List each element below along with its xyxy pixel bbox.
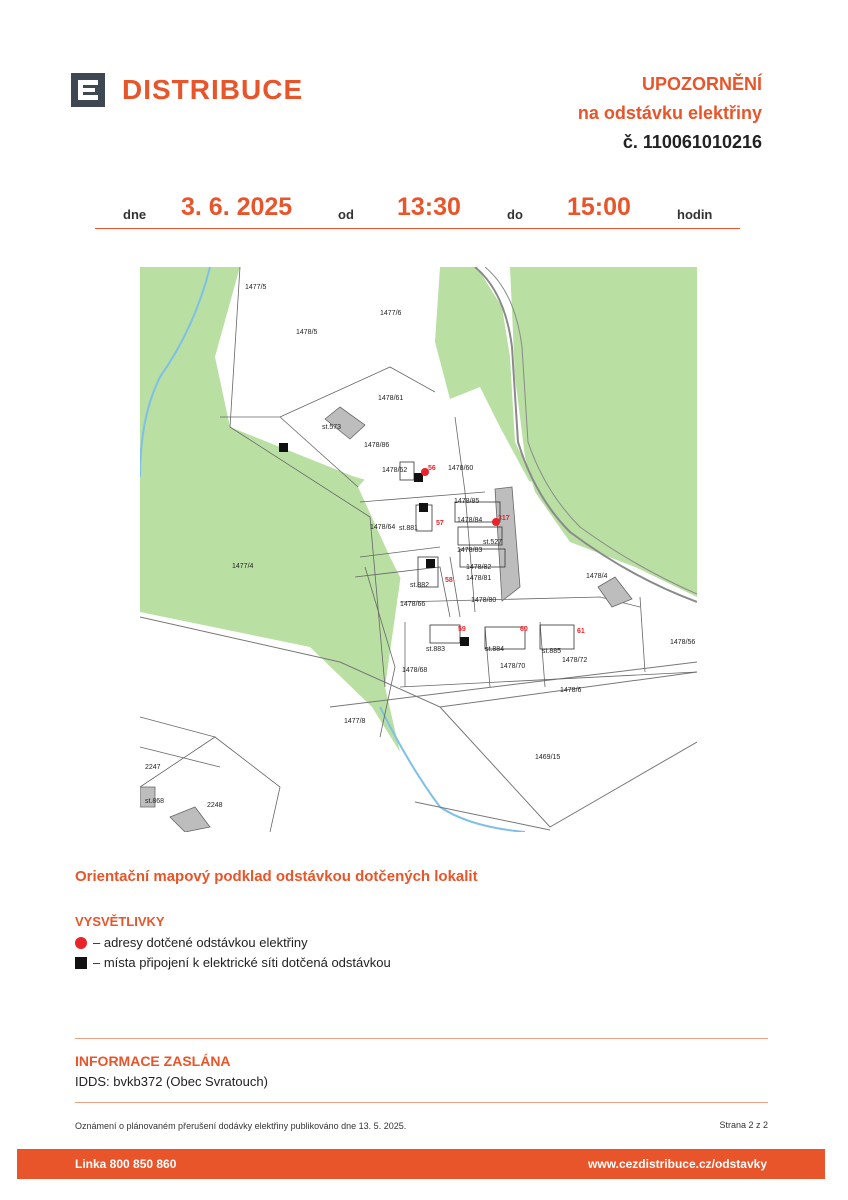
connection-point-square	[426, 559, 435, 568]
hotline: Linka 800 850 860	[75, 1157, 177, 1171]
parcel-label: 1478/70	[500, 663, 526, 670]
parcel-label: st.868	[145, 798, 165, 805]
notice-number: č. 110061010216	[622, 132, 762, 152]
parcel-label: 1478/68	[402, 667, 428, 674]
parcel-label: st.573	[322, 424, 342, 431]
legend-text: – adresy dotčené odstávkou elektřiny	[93, 935, 308, 950]
legend-title: VYSVĚTLIVKY	[75, 914, 165, 929]
parcel-label: 1478/64	[370, 524, 396, 531]
outage-map	[140, 267, 697, 832]
parcel-label: 1478/84	[457, 517, 483, 524]
address-number: 317	[498, 515, 510, 522]
notice-title	[578, 70, 762, 157]
cez-logo-icon	[71, 73, 105, 107]
parcel-label: 1478/86	[364, 442, 390, 449]
parcel-label: 1478/62	[382, 467, 408, 474]
divider	[75, 1102, 768, 1103]
notice-heading: UPOZORNĚNÍ	[641, 74, 762, 94]
parcel-label: 1478/72	[562, 657, 588, 664]
parcel-label: 1478/60	[448, 465, 474, 472]
red-dot-icon	[75, 937, 87, 949]
black-square-icon	[75, 957, 87, 969]
map-caption: Orientační mapový podklad odstávkou dotčených lokalit	[75, 868, 478, 885]
parcel-label: 1478/82	[466, 564, 492, 571]
parcel-label: 1477/8	[344, 718, 366, 725]
connection-point-square	[279, 443, 288, 452]
legend-item-connections	[75, 955, 391, 970]
parcel-label: 1478/66	[400, 601, 426, 608]
parcel-label: 1478/80	[471, 597, 497, 604]
parcel-label: 1469/15	[535, 754, 561, 761]
address-number: 59	[458, 626, 466, 633]
to-label: do	[507, 207, 523, 222]
parcel-label: st.881	[399, 525, 419, 532]
address-number: 60	[520, 626, 528, 633]
brand-name: DISTRIBUCE	[122, 74, 304, 105]
parcel-label: 1477/6	[380, 310, 402, 317]
parcel-label: 1478/56	[670, 639, 696, 646]
website-link[interactable]: www.cezdistribuce.cz/odstavky	[588, 1157, 767, 1171]
footer-bar	[17, 1149, 825, 1179]
parcel-label: 1478/85	[454, 498, 480, 505]
parcel-label: 1478/5	[296, 329, 318, 336]
publication-note: Oznámení o plánovaném přerušení dodávky elektřiny publikováno dne 13. 5. 2025.	[75, 1121, 407, 1131]
divider	[75, 1038, 768, 1039]
connection-point-square	[414, 473, 423, 482]
parcel-label: 1478/6	[560, 687, 582, 694]
parcel-label: st.527	[483, 539, 503, 546]
parcel-label: st.883	[426, 646, 446, 653]
parcel-label: st.884	[485, 646, 505, 653]
connection-point-square	[419, 503, 428, 512]
info-text: IDDS: bvkb372 (Obec Svratouch)	[75, 1074, 268, 1089]
legend-item-addresses	[75, 935, 308, 950]
notice-subheading: na odstávku elektřiny	[577, 103, 762, 123]
parcel-label: st.885	[542, 648, 562, 655]
connection-point-square	[460, 637, 469, 646]
time-to: 15:00	[567, 193, 631, 221]
page-number: Strana 2 z 2	[719, 1120, 768, 1130]
legend-text: – místa připojení k elektrické síti dotčená odstávkou	[93, 955, 391, 970]
address-number: 56	[428, 465, 436, 472]
outage-date-row	[95, 192, 740, 229]
parcel-label: 1477/4	[232, 563, 254, 570]
parcel-label: 2248	[207, 802, 223, 809]
address-number: 61	[577, 628, 585, 635]
address-number: 57	[436, 520, 444, 527]
parcel-label: 1478/4	[586, 573, 608, 580]
parcel-label: 1478/83	[457, 547, 483, 554]
info-title: INFORMACE ZASLÁNA	[75, 1053, 231, 1069]
outage-date: 3. 6. 2025	[181, 193, 293, 221]
parcel-label: st.882	[410, 582, 430, 589]
parcel-label: 1478/81	[466, 575, 492, 582]
parcel-label: 2247	[145, 764, 161, 771]
address-number: 58	[445, 577, 453, 584]
from-label: od	[338, 207, 354, 222]
parcel-label: 1478/61	[378, 395, 404, 402]
hours-label: hodin	[677, 207, 713, 222]
date-label: dne	[123, 207, 147, 222]
parcel-label: 1477/5	[245, 284, 267, 291]
time-from: 13:30	[397, 193, 461, 221]
